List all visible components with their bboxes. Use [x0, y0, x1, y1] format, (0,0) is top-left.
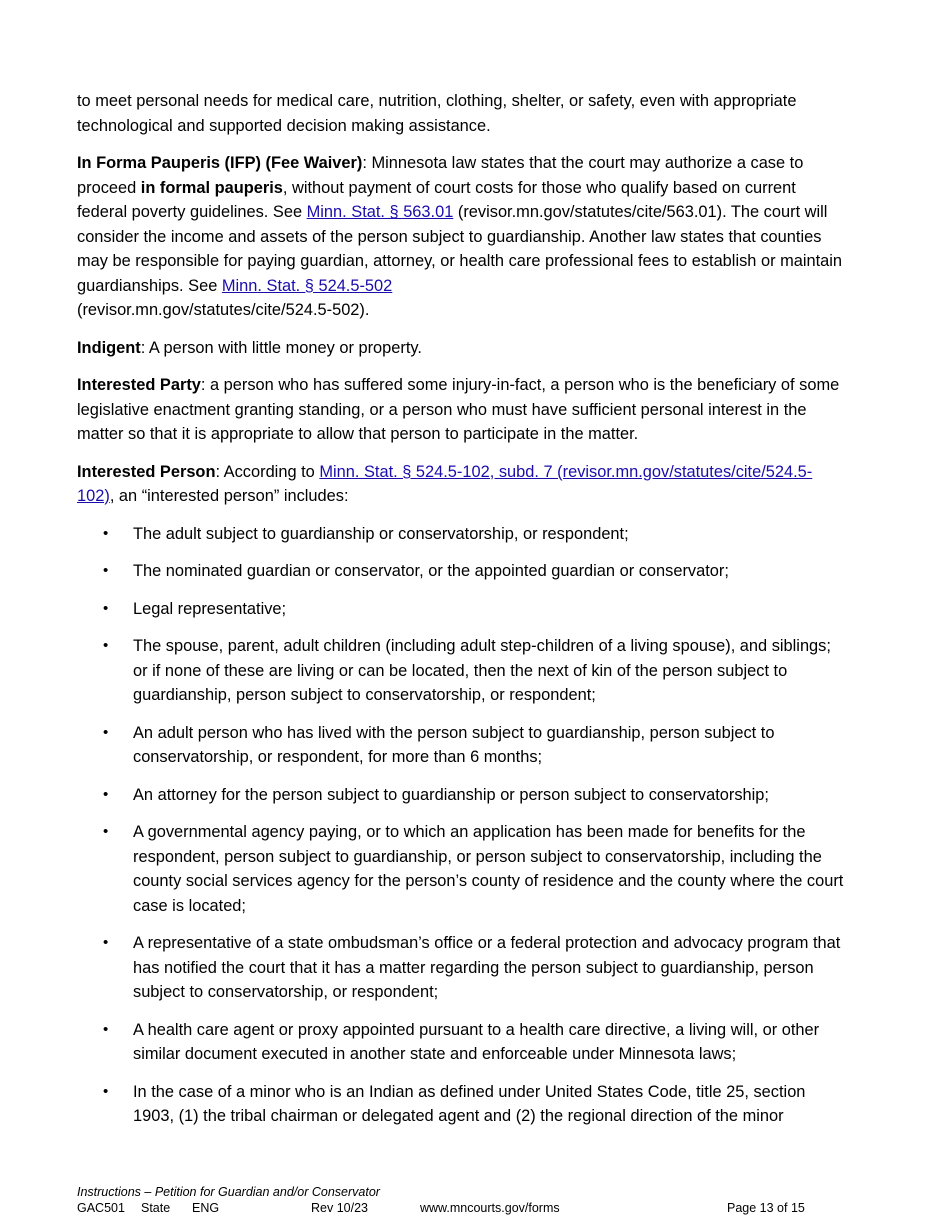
list-item: • A health care agent or proxy appointed pursuant to a health care directive, a living will, or other similar document executed in another state and enforceable under Minnesota laws;: [77, 1018, 847, 1067]
list-item: • Legal representative;: [77, 597, 847, 622]
definition-indigent: Indigent: A person with little money or property.: [77, 338, 422, 357]
bullet-icon: •: [103, 524, 109, 542]
footer-form-number: GAC501: [77, 1201, 125, 1215]
bullet-icon: •: [103, 934, 109, 951]
list-item: • A governmental agency paying, or to which an application has been made for benefits for the respondent, person subject to guardianship, or person subject to conservatorship, including the county social services agency for the person’s county of residence and the county where the court case is located;: [77, 820, 847, 918]
page-footer: [77, 1184, 837, 1216]
term-in-formal-pauperis: in formal pauperis: [140, 178, 283, 197]
footer-title: Instructions – Petition for Guardian and/or Conservator: [77, 1185, 380, 1199]
bullet-icon: •: [103, 637, 109, 654]
bullet-icon: •: [103, 1082, 109, 1100]
term-interested-person: Interested Person: [77, 462, 216, 481]
link-minn-stat-524-5-102[interactable]: Minn. Stat. § 524.5-102, subd. 7 (revisor.mn.gov/statutes/cite/524.5-102): [77, 462, 813, 505]
term-ifp: In Forma Pauperis (IFP) (Fee Waiver): [77, 154, 363, 172]
list-item: • A representative of a state ombudsman’s office or a federal protection and advocacy program that has notified the court that it has a matter regarding the person subject to guardianship, person subject to conservatorship, or respondent;: [77, 931, 847, 1005]
bullet-icon: •: [103, 599, 109, 617]
bullet-icon: •: [103, 785, 109, 803]
bullet-icon: •: [103, 823, 109, 840]
list-item: • The nominated guardian or conservator, or the appointed guardian or conservator;: [77, 559, 847, 584]
term-indigent: Indigent: [77, 338, 141, 357]
footer-revision: Rev 10/23: [311, 1201, 368, 1215]
bullet-icon: •: [103, 562, 109, 579]
bullet-icon: •: [103, 1020, 109, 1038]
list-item: • The adult subject to guardianship or conservatorship, or respondent;: [77, 522, 847, 547]
link-minn-stat-563-01[interactable]: Minn. Stat. § 563.01: [306, 203, 454, 221]
footer-language: ENG: [192, 1201, 220, 1215]
list-item: • An attorney for the person subject to guardianship or person subject to conservatorship;: [77, 783, 847, 808]
interested-person-list: [77, 522, 847, 1129]
list-item: • An adult person who has lived with the person subject to guardianship, person subject to conservatorship, or respondent, for more than 6 months;: [77, 721, 847, 770]
bullet-icon: •: [103, 723, 109, 741]
definition-interested-person: Interested Person: According to Minn. Stat. § 524.5-102, subd. 7 (revisor.mn.gov/statutes/cite/524.5-102), an “interested person” includes:: [77, 462, 813, 505]
footer-meta: [77, 1200, 837, 1216]
list-item: • In the case of a minor who is an Indian as defined under United States Code, title 25, section 1903, (1) the tribal chairman or delegated agent and (2) the regional direction of the minor: [77, 1080, 847, 1129]
footer-url: www.mncourts.gov/forms: [420, 1201, 560, 1215]
footer-state: State: [141, 1201, 171, 1215]
list-item: • The spouse, parent, adult children (including adult step-children of a living spouse), and siblings; or if none of these are living or can be located, then the next of kin of the person subject to guardianship, person subject to conservatorship, or respondent;: [77, 634, 847, 708]
intro-paragraph: to meet personal needs for medical care, nutrition, clothing, shelter, or safety, even with appropriate technological and supported decision making assistance.: [77, 92, 797, 135]
footer-page-number: Page 13 of 15: [727, 1201, 805, 1215]
definition-ifp: In Forma Pauperis (IFP) (Fee Waiver): Minnesota law states that the court may authorize a case to proceed in formal pauperis, without payment of court costs for those who qualify based on current federal poverty guidelines. See Minn. Stat. § 563.01 (revisor.mn.gov/statutes/cite/563.01). The court will consider the income and assets of the person subject to guardianship. Another law states that counties may be responsible for paying guardian, attorney, or health care professional fees to establish or maintain guardianships. See Minn. Stat. § 524.5-502 (revisor.mn.gov/statutes/cite/524.5-502).: [77, 154, 843, 319]
term-interested-party: Interested Party: [77, 376, 201, 394]
definition-interested-party: Interested Party: a person who has suffered some injury-in-fact, a person who is the beneficiary of some legislative enactment granting standing, or a person who must have sufficient personal interest in the matter so that it is appropriate to allow that person to participate in the matter.: [77, 376, 840, 443]
document-body: [77, 89, 847, 1142]
link-minn-stat-524-5-502[interactable]: Minn. Stat. § 524.5-502: [221, 276, 393, 295]
